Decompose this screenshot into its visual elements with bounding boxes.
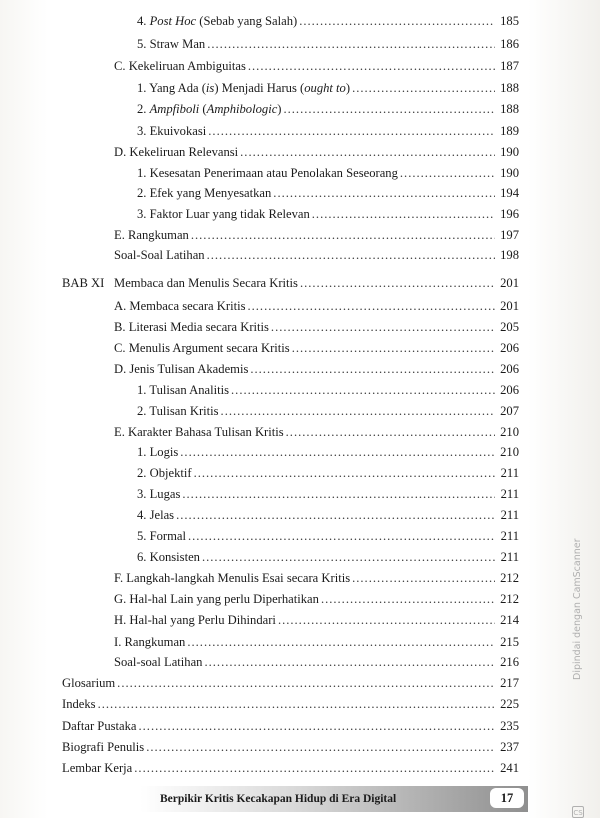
leader-dots	[312, 206, 495, 222]
toc-page-number: 235	[500, 719, 519, 733]
toc-entry-indeks: Indeks ..... 225	[62, 696, 519, 712]
leader-dots	[300, 275, 495, 291]
toc-page-number: 194	[500, 186, 519, 200]
toc-page-number: 205	[500, 320, 519, 334]
leader-dots	[204, 654, 495, 670]
toc-page-number: 188	[500, 81, 519, 95]
leader-dots	[271, 319, 495, 335]
scanner-watermark: Dipindai dengan CamScanner	[572, 538, 583, 680]
toc-entry-daftar-pustaka: Daftar Pustaka ..... 235	[62, 718, 519, 734]
toc-page-number: 186	[500, 37, 519, 51]
toc-entry-karakter-bahasa: E. Karakter Bahasa Tulisan Kritis ..... 210	[114, 424, 519, 440]
toc-page-number: 189	[500, 124, 519, 138]
leader-dots	[194, 465, 495, 481]
toc-page-number: 241	[500, 761, 519, 775]
toc-page-number: 201	[500, 299, 519, 313]
toc-entry-kesesatan-penerimaan: 1. Kesesatan Penerimaan atau Penolakan Seseorang ..... 190	[137, 165, 519, 181]
leader-dots	[273, 185, 495, 201]
leader-dots	[176, 507, 495, 523]
toc-entry-kekeliruan-ambiguitas: C. Kekeliruan Ambiguitas ..... 187	[114, 58, 519, 74]
toc-entry-tulisan-kritis: 2. Tulisan Kritis ..... 207	[137, 403, 519, 419]
toc-entry-konsisten: 6. Konsisten ..... 211	[137, 549, 519, 565]
leader-dots	[207, 36, 495, 52]
toc-page-number: 217	[500, 676, 519, 690]
toc-page-number: 215	[500, 635, 519, 649]
toc-page-number: 211	[500, 508, 519, 522]
leader-dots	[283, 101, 495, 117]
leader-dots	[180, 444, 495, 460]
leader-dots	[352, 570, 495, 586]
leader-dots	[202, 549, 495, 565]
toc-entry-kekeliruan-relevansi: D. Kekeliruan Relevansi ..... 190	[114, 144, 519, 160]
footer-page-number: 17	[490, 788, 524, 808]
toc-entry-langkah-menulis: F. Langkah-langkah Menulis Esai secara Kritis ..... 212	[114, 570, 519, 586]
toc-entry-hal-lain: G. Hal-hal Lain yang perlu Diperhatikan ..... 212	[114, 591, 519, 607]
toc-page-number: 216	[500, 655, 519, 669]
toc-page-number: 206	[500, 341, 519, 355]
toc-entry-soal-latihan-2: Soal-soal Latihan ..... 216	[114, 654, 519, 670]
toc-page-number: 190	[500, 145, 519, 159]
toc-entry-literasi-media: B. Literasi Media secara Kritis ..... 205	[114, 319, 519, 335]
toc-page-number: 196	[500, 207, 519, 221]
leader-dots	[240, 144, 495, 160]
toc-page-number: 210	[500, 445, 519, 459]
leader-dots	[278, 612, 495, 628]
leader-dots	[248, 58, 495, 74]
toc-page-number: 211	[500, 487, 519, 501]
toc-entry-ekuivokasi: 3. Ekuivokasi ..... 189	[137, 123, 519, 139]
leader-dots	[182, 486, 495, 502]
toc-page-number: 214	[500, 613, 519, 627]
leader-dots	[139, 718, 496, 734]
leader-dots	[400, 165, 495, 181]
leader-dots	[286, 424, 495, 440]
toc-entry-bab-xi: Membaca dan Menulis Secara Kritis ..... 201	[114, 275, 519, 291]
toc-entry-lembar-kerja: Lembar Kerja ..... 241	[62, 760, 519, 776]
camscanner-logo-icon: CS	[572, 806, 584, 818]
leader-dots	[187, 634, 495, 650]
toc-entry-rangkuman-e: E. Rangkuman ..... 197	[114, 227, 519, 243]
toc-entry-glosarium: Glosarium ..... 217	[62, 675, 519, 691]
toc-entry-lugas: 3. Lugas ..... 211	[137, 486, 519, 502]
leader-dots	[250, 361, 495, 377]
leader-dots	[117, 675, 495, 691]
toc-page-number: 206	[500, 383, 519, 397]
toc-entry-logis: 1. Logis ..... 210	[137, 444, 519, 460]
footer-book-title: Berpikir Kritis Kecakapan Hidup di Era Digital	[160, 793, 397, 805]
toc-page-number: 212	[500, 592, 519, 606]
toc-entry-post-hoc: 4. Post Hoc (Sebab yang Salah) ..... 185	[137, 13, 519, 29]
leader-dots	[221, 403, 495, 419]
chapter-label: BAB XI	[62, 276, 105, 290]
toc-entry-objektif: 2. Objektif ..... 211	[137, 465, 519, 481]
toc-page-number: 211	[500, 550, 519, 564]
toc-entry-faktor-luar: 3. Faktor Luar yang tidak Relevan ..... 196	[137, 206, 519, 222]
leader-dots	[247, 298, 495, 314]
toc-page-number: 198	[500, 248, 519, 262]
leader-dots	[188, 528, 495, 544]
toc-page-number: 207	[500, 404, 519, 418]
toc-entry-yang-ada: 1. Yang Ada (is) Menjadi Harus (ought to) ..... 188	[137, 80, 519, 96]
toc-page-number: 211	[500, 466, 519, 480]
toc-entry-rangkuman-i: I. Rangkuman ..... 215	[114, 634, 519, 650]
leader-dots	[146, 739, 495, 755]
toc-entry-menulis-argument: C. Menulis Argument secara Kritis ..... 206	[114, 340, 519, 356]
toc-page-number: 237	[500, 740, 519, 754]
toc-entry-straw-man: 5. Straw Man ..... 186	[137, 36, 519, 52]
leader-dots	[134, 760, 495, 776]
leader-dots	[231, 382, 495, 398]
leader-dots	[321, 591, 495, 607]
toc-entry-tulisan-analitis: 1. Tulisan Analitis ..... 206	[137, 382, 519, 398]
toc-entry-jenis-tulisan: D. Jenis Tulisan Akademis ..... 206	[114, 361, 519, 377]
toc-entry-biografi-penulis: Biografi Penulis ..... 237	[62, 739, 519, 755]
toc-entry-jelas: 4. Jelas ..... 211	[137, 507, 519, 523]
toc-entry-hal-dihindari: H. Hal-hal yang Perlu Dihindari ..... 214	[114, 612, 519, 628]
toc-entry-efek-menyesatkan: 2. Efek yang Menyesatkan ..... 194	[137, 185, 519, 201]
leader-dots	[98, 696, 495, 712]
toc-page-number: 206	[500, 362, 519, 376]
leader-dots	[299, 13, 495, 29]
leader-dots	[191, 227, 495, 243]
toc-page-number: 212	[500, 571, 519, 585]
toc-page-number: 185	[500, 14, 519, 28]
toc-page-number: 187	[500, 59, 519, 73]
toc-page-number: 211	[500, 529, 519, 543]
toc-entry-formal: 5. Formal ..... 211	[137, 528, 519, 544]
toc-page-number: 225	[500, 697, 519, 711]
toc-entry-soal-latihan-1: Soal-Soal Latihan ..... 198	[114, 247, 519, 263]
toc-entry-ampfiboli: 2. Ampfiboli (Amphibologic) ..... 188	[137, 101, 519, 117]
leader-dots	[352, 80, 495, 96]
leader-dots	[292, 340, 495, 356]
leader-dots	[208, 123, 495, 139]
toc-page-number: 190	[500, 166, 519, 180]
toc-page-number: 201	[500, 276, 519, 290]
leader-dots	[207, 247, 495, 263]
toc-entry-membaca-kritis: A. Membaca secara Kritis ..... 201	[114, 298, 519, 314]
toc-page-number: 210	[500, 425, 519, 439]
toc-page-number: 188	[500, 102, 519, 116]
toc-page-number: 197	[500, 228, 519, 242]
